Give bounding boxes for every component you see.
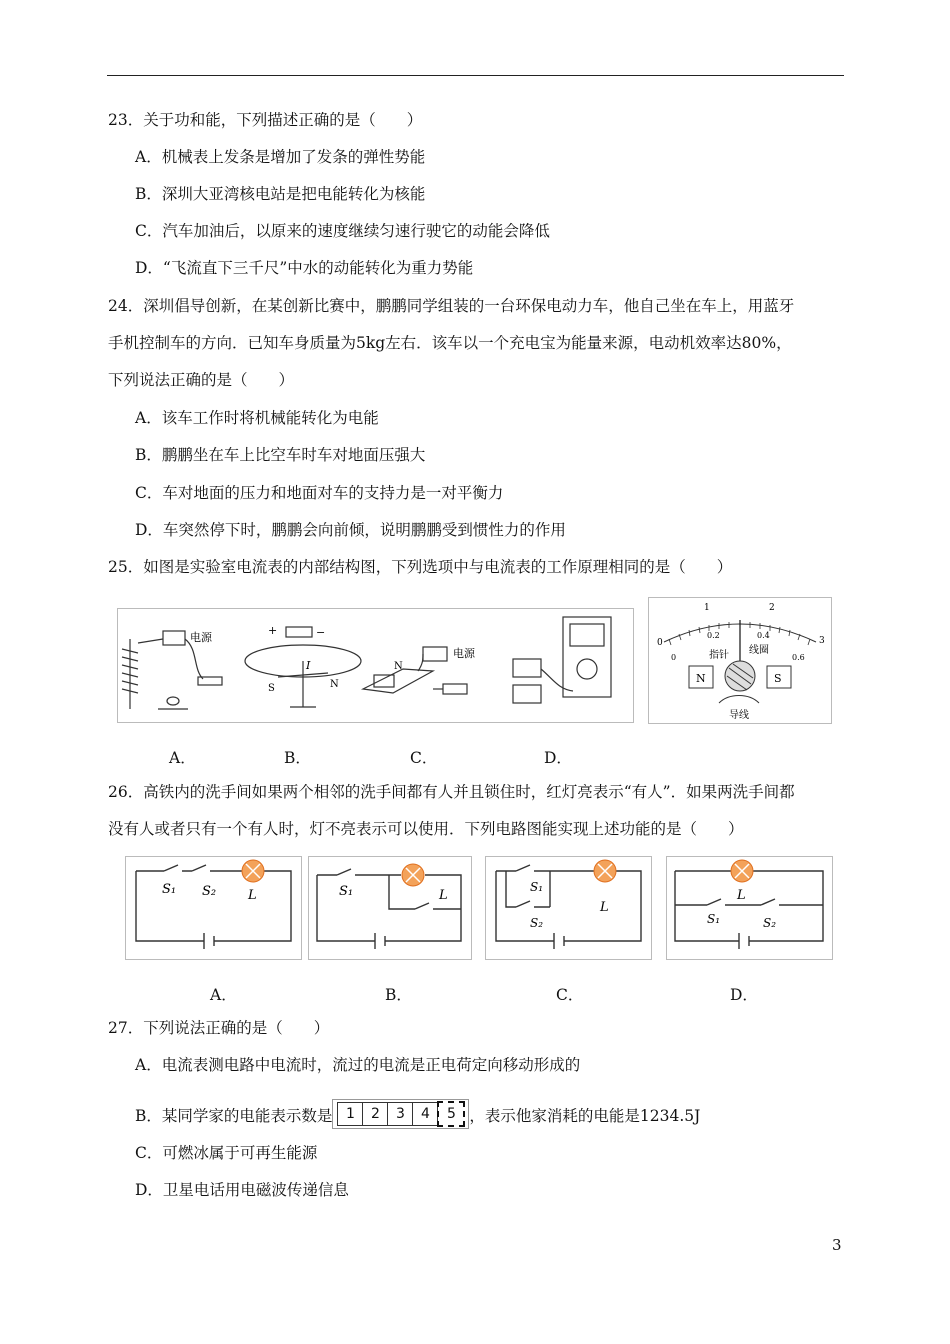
q25-label-power2: 电源 bbox=[453, 647, 475, 660]
header-rule bbox=[107, 75, 844, 76]
q27-option-d: D．卫星电话用电磁波传递信息 bbox=[135, 1181, 349, 1199]
q27-option-a: A．电流表测电路中电流时，流过的电流是正电荷定向移动形成的 bbox=[135, 1056, 581, 1074]
q25-label-power: 电源 bbox=[190, 631, 212, 644]
scale-bottom-1: 0.2 bbox=[707, 631, 720, 640]
circuit-c bbox=[485, 856, 652, 960]
circuit-b-l: L bbox=[439, 888, 448, 903]
svg-text:+: + bbox=[268, 624, 278, 637]
circuit-c-s2: S₂ bbox=[530, 916, 544, 930]
scale-bottom-0: 0 bbox=[671, 653, 677, 662]
yoke-label: 导线 bbox=[729, 710, 749, 721]
q27-option-b bbox=[135, 1102, 700, 1132]
q25-b-s: S bbox=[268, 683, 275, 694]
q23-option-c: C．汽车加油后，以原来的速度继续匀速行驶它的动能会降低 bbox=[135, 222, 550, 240]
q26-label-c: C． bbox=[556, 986, 584, 1004]
meter-digit: 2 bbox=[362, 1102, 388, 1126]
q24-option-c: C．车对地面的压力和地面对车的支持力是一对平衡力 bbox=[135, 484, 504, 502]
meter-digit: 1 bbox=[337, 1102, 363, 1126]
q26-label-b: B． bbox=[385, 986, 412, 1004]
needle-label: 指针 bbox=[709, 650, 729, 661]
q27-option-b-suffix: ，表示他家消耗的电能是1234.5J bbox=[469, 1107, 701, 1125]
ammeter-diagram bbox=[649, 598, 831, 723]
energy-meter-reading bbox=[332, 1099, 469, 1129]
ammeter-n: N bbox=[696, 672, 706, 685]
scale-top-0: 0 bbox=[657, 638, 663, 648]
q27-option-b-prefix: B．某同学家的电能表示数是 bbox=[135, 1107, 333, 1125]
q25-label-b: B． bbox=[284, 749, 311, 767]
q23-option-a: A．机械表上发条是增加了发条的弹性势能 bbox=[135, 148, 426, 166]
meter-digit-decimal: 5 bbox=[437, 1101, 465, 1127]
page-number: 3 bbox=[832, 1236, 842, 1254]
circuit-a-s1: S₁ bbox=[162, 882, 177, 897]
q26-stem-line1: 26．高铁内的洗手间如果两个相邻的洗手间都有人并且锁住时，红灯亮表示“有人”．如果两洗手间都 bbox=[108, 783, 795, 801]
circuit-b-s1: S₁ bbox=[339, 884, 354, 899]
q25-label-d: D． bbox=[544, 749, 572, 767]
q24-stem-line2: 手机控制车的方向．已知车身质量为5kg左右．该车以一个充电宝为能量来源，电动机效率达80%， bbox=[108, 334, 792, 352]
circuit-a-l: L bbox=[248, 888, 257, 903]
scale-bottom-2: 0.4 bbox=[757, 631, 770, 640]
circuit-d-l: L bbox=[737, 888, 746, 903]
q25-current-label: I bbox=[306, 659, 311, 672]
q24-option-a: A．该车工作时将机械能转化为电能 bbox=[135, 409, 379, 427]
coil-label: 线圈 bbox=[749, 645, 769, 656]
q24-option-b: B．鹏鹏坐在车上比空车时车对地面压强大 bbox=[135, 446, 426, 464]
q25-stem: 25．如图是实验室电流表的内部结构图，下列选项中与电流表的工作原理相同的是（ ） bbox=[108, 558, 733, 576]
q24-option-d: D．车突然停下时，鹏鹏会向前倾，说明鹏鹏受到惯性力的作用 bbox=[135, 521, 566, 539]
scale-top-1: 1 bbox=[704, 603, 710, 613]
q23-option-d: D．“飞流直下三千尺”中水的动能转化为重力势能 bbox=[135, 259, 474, 277]
scale-top-2: 2 bbox=[769, 603, 775, 613]
circuit-b bbox=[308, 856, 472, 960]
q27-stem: 27．下列说法正确的是（ ） bbox=[108, 1019, 330, 1037]
circuit-d-s2: S₂ bbox=[763, 916, 777, 930]
q27-option-c: C．可燃冰属于可再生能源 bbox=[135, 1144, 318, 1162]
q26-label-a: A． bbox=[210, 986, 237, 1004]
q24-stem-line1: 24．深圳倡导创新，在某创新比赛中，鹏鹏同学组装的一台环保电动力车，他自己坐在车上，用蓝牙 bbox=[108, 297, 795, 315]
q24-stem-line3: 下列说法正确的是（ ） bbox=[108, 371, 295, 389]
circuit-c-l: L bbox=[600, 900, 609, 915]
q23-option-b: B．深圳大亚湾核电站是把电能转化为核能 bbox=[135, 185, 426, 203]
q25-ammeter-figure bbox=[648, 597, 832, 724]
q25-label-c: C． bbox=[410, 749, 438, 767]
ammeter-s: S bbox=[774, 672, 782, 685]
q25-options-figure bbox=[117, 608, 634, 723]
q26-stem-line2: 没有人或者只有一个有人时，灯不亮表示可以使用．下列电路图能实现上述功能的是（ ） bbox=[108, 820, 744, 838]
scale-top-3: 3 bbox=[819, 636, 825, 646]
circuit-d-s1: S₁ bbox=[707, 912, 721, 926]
q25-apparatus-illustrations bbox=[118, 609, 633, 722]
circuit-a bbox=[125, 856, 302, 960]
circuit-c-s1: S₁ bbox=[530, 880, 544, 894]
meter-digit: 3 bbox=[387, 1102, 413, 1126]
q25-c-n: N bbox=[394, 661, 403, 672]
circuit-d bbox=[666, 856, 833, 960]
meter-digit: 4 bbox=[412, 1102, 438, 1126]
circuit-a-s2: S₂ bbox=[202, 884, 217, 899]
scale-bottom-3: 0.6 bbox=[792, 653, 805, 662]
q25-b-n: N bbox=[330, 679, 339, 690]
svg-text:−: − bbox=[316, 626, 326, 639]
q26-label-d: D． bbox=[730, 986, 758, 1004]
q25-label-a: A． bbox=[169, 749, 196, 767]
q23-stem: 23．关于功和能，下列描述正确的是（ ） bbox=[108, 111, 423, 129]
